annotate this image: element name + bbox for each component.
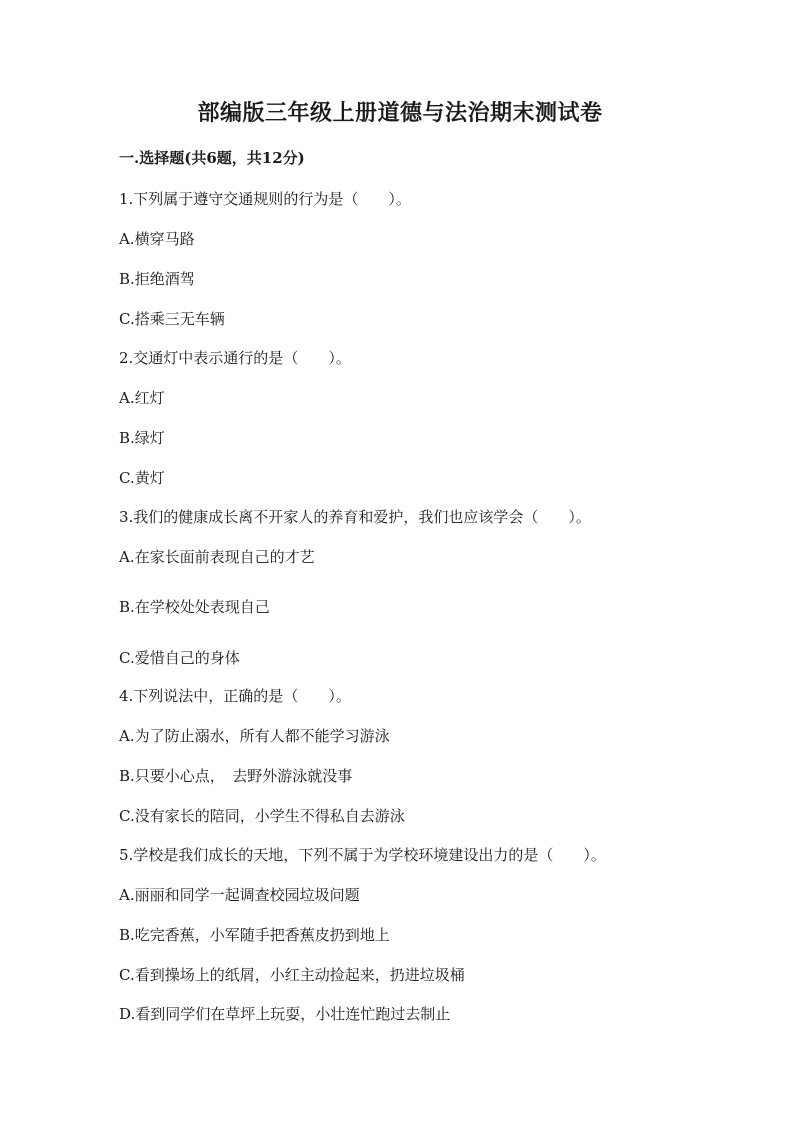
question-1-option-a: A.横穿马路	[119, 230, 195, 248]
question-5-option-b: B.吃完香蕉，小军随手把香蕉皮扔到地上	[119, 926, 390, 944]
question-2-stem: 2.交通灯中表示通行的是（ ）。	[119, 349, 351, 367]
question-5-option-a: A.丽丽和同学一起调查校园垃圾问题	[119, 886, 360, 904]
question-1-option-b: B.拒绝酒驾	[119, 270, 195, 288]
question-4-option-a: A.为了防止溺水，所有人都不能学习游泳	[119, 727, 390, 745]
question-1-option-c: C.搭乘三无车辆	[119, 310, 225, 328]
question-5-option-c: C.看到操场上的纸屑，小红主动捡起来，扔进垃圾桶	[119, 966, 465, 984]
question-5-option-d: D.看到同学们在草坪上玩耍，小壮连忙跑过去制止	[119, 1005, 451, 1023]
question-2-option-a: A.红灯	[119, 389, 165, 407]
question-3-option-c: C.爱惜自己的身体	[119, 649, 240, 667]
page-title: 部编版三年级上册道德与法治期末测试卷	[197, 100, 603, 126]
question-1-stem: 1.下列属于遵守交通规则的行为是（ ）。	[119, 190, 411, 208]
question-3-option-b: B.在学校处处表现自己	[119, 598, 270, 616]
question-3-option-a: A.在家长面前表现自己的才艺	[119, 548, 315, 566]
question-2-option-b: B.绿灯	[119, 429, 165, 447]
question-4-option-c: C.没有家长的陪同，小学生不得私自去游泳	[119, 807, 405, 825]
question-5-stem: 5.学校是我们成长的天地，下列不属于为学校环境建设出力的是（ ）。	[119, 846, 606, 864]
question-4-stem: 4.下列说法中，正确的是（ ）。	[119, 687, 351, 705]
question-2-option-c: C.黄灯	[119, 469, 165, 487]
question-3-stem: 3.我们的健康成长离不开家人的养育和爱护，我们也应该学会（ ）。	[119, 508, 591, 526]
question-4-option-b: B.只要小心点， 去野外游泳就没事	[119, 767, 353, 785]
section-heading: 一.选择题(共6题，共12分)	[119, 149, 305, 167]
